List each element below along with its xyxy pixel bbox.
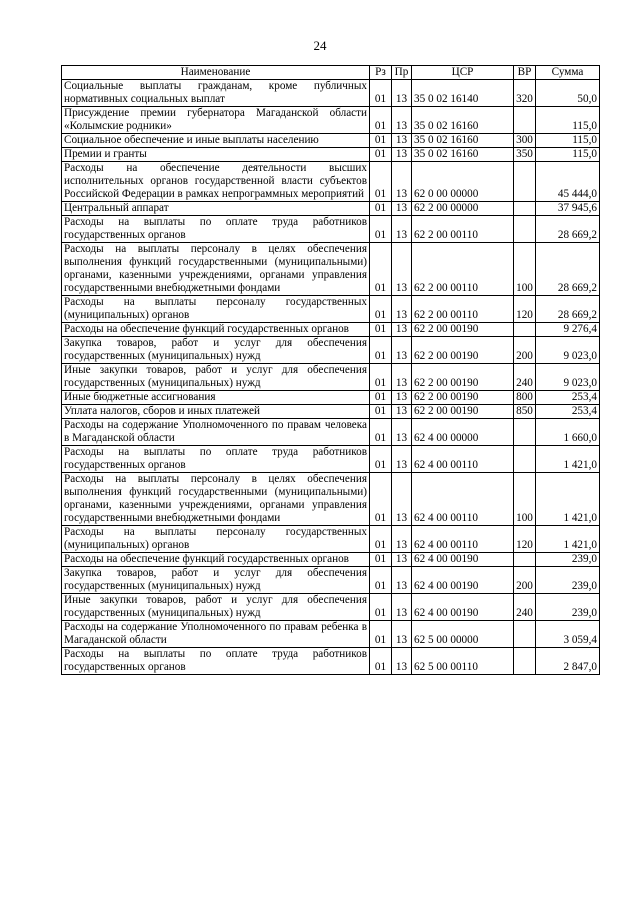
- cell-sum: 50,0: [536, 80, 600, 107]
- cell-vr: 120: [514, 296, 536, 323]
- cell-vr: 800: [514, 391, 536, 405]
- cell-vr: [514, 419, 536, 446]
- cell-vr: 200: [514, 567, 536, 594]
- cell-rz: 01: [370, 337, 392, 364]
- cell-pr: 13: [392, 594, 412, 621]
- cell-pr: 13: [392, 364, 412, 391]
- cell-sum: 1 421,0: [536, 526, 600, 553]
- cell-name: Иные закупки товаров, работ и услуг для обеспечения государственных (муниципальных) нужд: [62, 364, 370, 391]
- cell-name: Расходы на обеспечение функций государственных органов: [62, 323, 370, 337]
- cell-csr: 62 5 00 00000: [412, 621, 514, 648]
- table-row: [62, 621, 600, 648]
- cell-pr: 13: [392, 648, 412, 675]
- cell-csr: 62 0 00 00000: [412, 162, 514, 202]
- table-row: [62, 446, 600, 473]
- cell-csr: 62 4 00 00110: [412, 526, 514, 553]
- table-row: [62, 107, 600, 134]
- header-rz: Рз: [370, 66, 392, 80]
- cell-name: Расходы на выплаты по оплате труда работников государственных органов: [62, 648, 370, 675]
- cell-csr: 62 4 00 00110: [412, 446, 514, 473]
- cell-vr: 100: [514, 473, 536, 526]
- table-header-row: [62, 66, 600, 80]
- cell-pr: 13: [392, 419, 412, 446]
- cell-pr: 13: [392, 553, 412, 567]
- cell-rz: 01: [370, 134, 392, 148]
- cell-pr: 13: [392, 216, 412, 243]
- cell-vr: 850: [514, 405, 536, 419]
- cell-rz: 01: [370, 216, 392, 243]
- cell-name: Расходы на обеспечение функций государственных органов: [62, 553, 370, 567]
- table-row: [62, 243, 600, 296]
- table-row: [62, 567, 600, 594]
- cell-pr: 13: [392, 621, 412, 648]
- header-name: Наименование: [62, 66, 370, 80]
- cell-name: Премии и гранты: [62, 148, 370, 162]
- cell-sum: 239,0: [536, 594, 600, 621]
- cell-name: Уплата налогов, сборов и иных платежей: [62, 405, 370, 419]
- cell-rz: 01: [370, 323, 392, 337]
- cell-sum: 115,0: [536, 134, 600, 148]
- cell-sum: 115,0: [536, 148, 600, 162]
- cell-csr: 35 0 02 16160: [412, 134, 514, 148]
- cell-csr: 62 2 00 00110: [412, 243, 514, 296]
- cell-rz: 01: [370, 162, 392, 202]
- cell-vr: [514, 553, 536, 567]
- cell-name: Расходы на выплаты по оплате труда работников государственных органов: [62, 446, 370, 473]
- cell-csr: 62 4 00 00000: [412, 419, 514, 446]
- cell-name: Социальные выплаты гражданам, кроме публичных нормативных социальных выплат: [62, 80, 370, 107]
- cell-rz: 01: [370, 473, 392, 526]
- header-sum: Сумма: [536, 66, 600, 80]
- page-number: 24: [313, 38, 327, 53]
- cell-vr: [514, 621, 536, 648]
- cell-rz: 01: [370, 202, 392, 216]
- cell-name: Центральный аппарат: [62, 202, 370, 216]
- cell-csr: 62 2 00 00110: [412, 216, 514, 243]
- cell-sum: 28 669,2: [536, 296, 600, 323]
- table-row: [62, 202, 600, 216]
- cell-rz: 01: [370, 148, 392, 162]
- table-row: [62, 216, 600, 243]
- cell-sum: 253,4: [536, 405, 600, 419]
- cell-csr: 62 2 00 00110: [412, 296, 514, 323]
- cell-csr: 62 2 00 00190: [412, 405, 514, 419]
- table-row: [62, 80, 600, 107]
- header-pr: Пр: [392, 66, 412, 80]
- cell-name: Расходы на выплаты по оплате труда работников государственных органов: [62, 216, 370, 243]
- cell-rz: 01: [370, 296, 392, 323]
- cell-sum: 1 421,0: [536, 473, 600, 526]
- cell-name: Иные закупки товаров, работ и услуг для обеспечения государственных (муниципальных) нужд: [62, 594, 370, 621]
- table-row: [62, 162, 600, 202]
- cell-pr: 13: [392, 405, 412, 419]
- cell-vr: [514, 648, 536, 675]
- cell-sum: 239,0: [536, 567, 600, 594]
- cell-vr: 350: [514, 148, 536, 162]
- table-row: [62, 419, 600, 446]
- cell-pr: 13: [392, 446, 412, 473]
- cell-name: Расходы на содержание Уполномоченного по правам ребенка в Магаданской области: [62, 621, 370, 648]
- cell-csr: 62 4 00 00190: [412, 594, 514, 621]
- cell-csr: 62 2 00 00190: [412, 364, 514, 391]
- table-row: [62, 473, 600, 526]
- cell-rz: 01: [370, 405, 392, 419]
- cell-name: Присуждение премии губернатора Магаданской области «Колымские родники»: [62, 107, 370, 134]
- cell-sum: 1 660,0: [536, 419, 600, 446]
- cell-name: Расходы на содержание Уполномоченного по правам человека в Магаданской области: [62, 419, 370, 446]
- cell-sum: 37 945,6: [536, 202, 600, 216]
- cell-vr: 300: [514, 134, 536, 148]
- cell-name: Иные бюджетные ассигнования: [62, 391, 370, 405]
- cell-rz: 01: [370, 391, 392, 405]
- cell-pr: 13: [392, 567, 412, 594]
- cell-sum: 2 847,0: [536, 648, 600, 675]
- budget-table: [61, 65, 600, 675]
- cell-rz: 01: [370, 446, 392, 473]
- cell-pr: 13: [392, 107, 412, 134]
- cell-sum: 1 421,0: [536, 446, 600, 473]
- cell-pr: 13: [392, 337, 412, 364]
- table-row: [62, 364, 600, 391]
- cell-name: Социальное обеспечение и иные выплаты населению: [62, 134, 370, 148]
- cell-vr: [514, 162, 536, 202]
- cell-pr: 13: [392, 323, 412, 337]
- cell-name: Расходы на выплаты персоналу в целях обеспечения выполнения функций государственными (муниципальными) органами, казенными учреждениями, органами управления государственными внебюджетными фондами: [62, 473, 370, 526]
- cell-pr: 13: [392, 296, 412, 323]
- cell-sum: 115,0: [536, 107, 600, 134]
- table-row: [62, 526, 600, 553]
- cell-pr: 13: [392, 134, 412, 148]
- table-row: [62, 148, 600, 162]
- header-csr: ЦСР: [412, 66, 514, 80]
- cell-rz: 01: [370, 80, 392, 107]
- cell-csr: 62 4 00 00190: [412, 567, 514, 594]
- cell-csr: 62 5 00 00110: [412, 648, 514, 675]
- cell-csr: 35 0 02 16140: [412, 80, 514, 107]
- table-row: [62, 405, 600, 419]
- cell-sum: 239,0: [536, 553, 600, 567]
- cell-vr: [514, 202, 536, 216]
- cell-csr: 35 0 02 16160: [412, 148, 514, 162]
- table-row: [62, 594, 600, 621]
- cell-name: Расходы на выплаты персоналу в целях обеспечения выполнения функций государственными (муниципальными) органами, казенными учреждениями, органами управления государственными внебюджетными фондами: [62, 243, 370, 296]
- cell-name: Закупка товаров, работ и услуг для обеспечения государственных (муниципальных) нужд: [62, 567, 370, 594]
- cell-vr: 120: [514, 526, 536, 553]
- table-row: [62, 296, 600, 323]
- cell-sum: 253,4: [536, 391, 600, 405]
- cell-csr: 62 2 00 00190: [412, 391, 514, 405]
- cell-vr: [514, 446, 536, 473]
- cell-csr: 62 2 00 00000: [412, 202, 514, 216]
- table-row: [62, 553, 600, 567]
- cell-vr: 320: [514, 80, 536, 107]
- cell-vr: [514, 323, 536, 337]
- cell-rz: 01: [370, 364, 392, 391]
- cell-rz: 01: [370, 243, 392, 296]
- cell-vr: 240: [514, 594, 536, 621]
- cell-pr: 13: [392, 148, 412, 162]
- cell-rz: 01: [370, 526, 392, 553]
- cell-vr: 100: [514, 243, 536, 296]
- cell-pr: 13: [392, 473, 412, 526]
- cell-pr: 13: [392, 202, 412, 216]
- cell-sum: 9 023,0: [536, 364, 600, 391]
- cell-csr: 62 2 00 00190: [412, 337, 514, 364]
- cell-csr: 62 4 00 00110: [412, 473, 514, 526]
- cell-rz: 01: [370, 419, 392, 446]
- cell-rz: 01: [370, 621, 392, 648]
- cell-name: Закупка товаров, работ и услуг для обеспечения государственных (муниципальных) нужд: [62, 337, 370, 364]
- table-row: [62, 648, 600, 675]
- cell-sum: 28 669,2: [536, 243, 600, 296]
- cell-csr: 35 0 02 16160: [412, 107, 514, 134]
- header-vr: ВР: [514, 66, 536, 80]
- cell-vr: 200: [514, 337, 536, 364]
- cell-rz: 01: [370, 553, 392, 567]
- table-row: [62, 134, 600, 148]
- cell-sum: 3 059,4: [536, 621, 600, 648]
- cell-vr: 240: [514, 364, 536, 391]
- cell-sum: 45 444,0: [536, 162, 600, 202]
- cell-csr: 62 2 00 00190: [412, 323, 514, 337]
- cell-sum: 9 276,4: [536, 323, 600, 337]
- cell-vr: [514, 107, 536, 134]
- cell-pr: 13: [392, 243, 412, 296]
- cell-pr: 13: [392, 80, 412, 107]
- cell-pr: 13: [392, 526, 412, 553]
- cell-pr: 13: [392, 162, 412, 202]
- table-row: [62, 391, 600, 405]
- table-row: [62, 337, 600, 364]
- cell-name: Расходы на обеспечение деятельности высших исполнительных органов государственной власти субъектов Российской Федерации в рамках непрограммных мероприятий: [62, 162, 370, 202]
- cell-sum: 9 023,0: [536, 337, 600, 364]
- cell-rz: 01: [370, 648, 392, 675]
- cell-csr: 62 4 00 00190: [412, 553, 514, 567]
- cell-sum: 28 669,2: [536, 216, 600, 243]
- cell-rz: 01: [370, 594, 392, 621]
- cell-name: Расходы на выплаты персоналу государственных (муниципальных) органов: [62, 296, 370, 323]
- cell-vr: [514, 216, 536, 243]
- cell-rz: 01: [370, 107, 392, 134]
- table-row: [62, 323, 600, 337]
- cell-name: Расходы на выплаты персоналу государственных (муниципальных) органов: [62, 526, 370, 553]
- cell-rz: 01: [370, 567, 392, 594]
- cell-pr: 13: [392, 391, 412, 405]
